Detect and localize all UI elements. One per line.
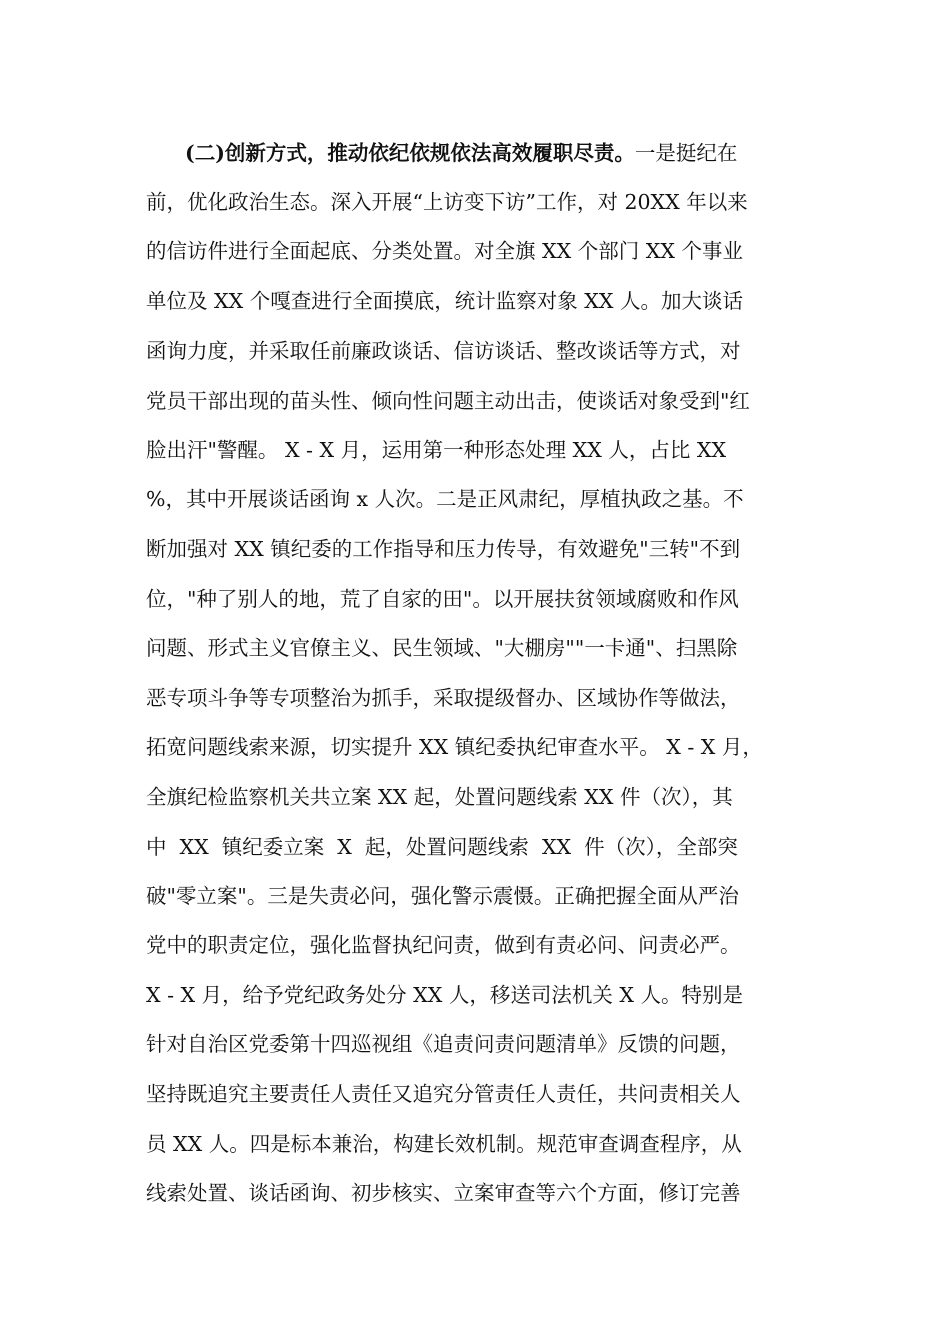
paragraph-line: 员 XX 人。四是标本兼治，构建长效机制。规范审查调查程序，从 [146,1132,742,1156]
paragraph-line: 前，优化政治生态。深入开展“上访变下访”工作，对 20XX 年以来 [146,190,748,214]
paragraph-line: 中 XX 镇纪委立案 X 起，处置问题线索 XX 件（次），全部突 [146,835,738,859]
section-heading: (二)创新方式，推动依纪依规依法高效履职尽责。 [185,141,635,165]
paragraph-line: 线索处置、谈话函询、初步核实、立案审查等六个方面，修订完善 [146,1181,741,1205]
paragraph-line: 恶专项斗争等专项整治为抓手，采取提级督办、区域协作等做法， [146,686,741,710]
paragraph-line: X - X 月，给予党纪政务处分 XX 人，移送司法机关 X 人。特别是 [146,983,744,1007]
paragraph-line [185,135,816,171]
paragraph-line: 的信访件进行全面起底、分类处置。对全旗 XX 个部门 XX 个事业 [146,239,743,263]
paragraph-line: %，其中开展谈话函询 x 人次。二是正风肃纪，厚植执政之基。不 [146,487,744,511]
paragraph-line: 问题、形式主义官僚主义、民生领域、"大棚房""一卡通"、扫黑除 [146,636,738,660]
paragraph-line: 全旗纪检监察机关共立案 XX 起，处置问题线索 XX 件（次），其 [146,785,733,809]
paragraph-line: 函询力度，并采取任前廉政谈话、信访谈话、整改谈话等方式，对 [146,339,741,363]
paragraph-line: 党员干部出现的苗头性、倾向性问题主动出击，使谈话对象受到"红 [146,389,750,413]
paragraph-line: 党中的职责定位，强化监督执纪问责，做到有责必问、问责必严。 [146,933,741,957]
paragraph-line: 断加强对 XX 镇纪委的工作指导和压力传导，有效避免"三转"不到 [146,537,741,561]
paragraph-line: 坚持既追究主要责任人责任又追究分管责任人责任，共问责相关人 [146,1082,741,1106]
paragraph-line: 拓宽问题线索来源，切实提升 XX 镇纪委执纪审查水平。 X - X 月， [146,735,763,759]
paragraph-line: 位，"种了别人的地，荒了自家的田"。以开展扶贫领域腐败和作风 [146,587,739,611]
paragraph-line: 针对自治区党委第十四巡视组《追责问责问题清单》反馈的问题， [146,1032,741,1056]
paragraph-line: 破"零立案"。三是失责必问，强化警示震慑。正确把握全面从严治 [146,884,739,908]
paragraph-line: 单位及 XX 个嘎查进行全面摸底，统计监察对象 XX 人。加大谈话 [146,289,743,313]
line-remainder: 一是挺纪在 [634,141,738,165]
paragraph-line: 脸出汗"警醒。 X - X 月，运用第一种形态处理 XX 人，占比 XX [146,438,727,462]
